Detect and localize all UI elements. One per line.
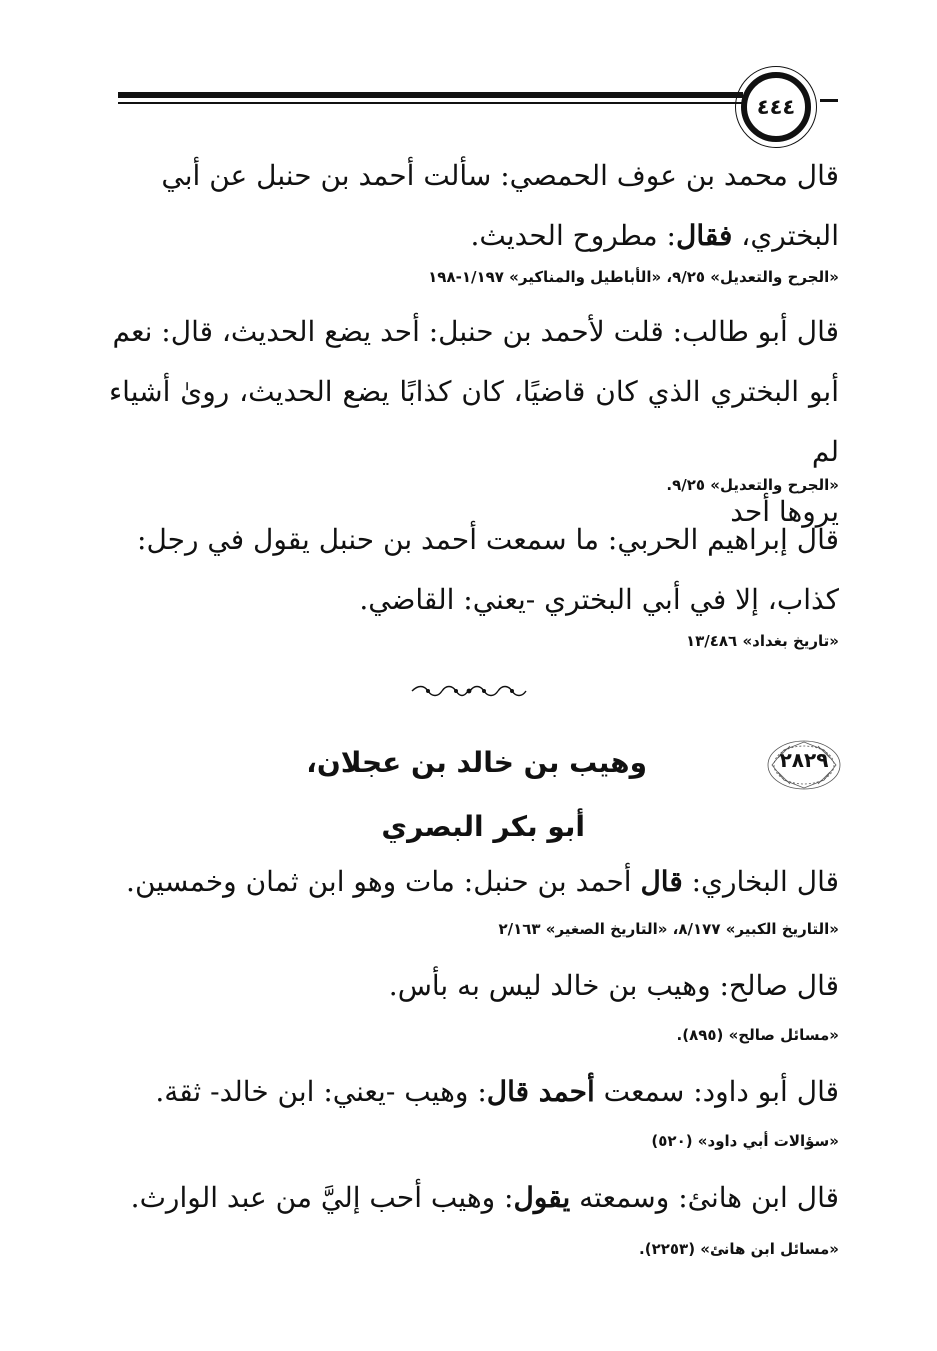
text-line: قال أبو طالب: قلت لأحمد بن حنبل: أحد يضع الحديث، قال: نعم (112, 315, 839, 348)
text-line: قال إبراهيم الحربي: ما سمعت أحمد بن حنبل يقول في رجل: (137, 523, 839, 556)
citation: «مسائل صالح» (٨٩٥). (676, 1026, 839, 1044)
text-line: يروها أحد (730, 495, 839, 528)
header-rule-tail (820, 99, 838, 102)
page-number: ٤٤٤ (741, 72, 811, 142)
keyword-qala: قال (640, 865, 683, 898)
text-line: البختري، فقال: مطروح الحديث. (470, 219, 839, 252)
header-rule (118, 92, 743, 104)
text-line: قال أبو داود: سمعت أحمد قال: وهيب -يعني: ابن خالد- ثقة. (155, 1075, 839, 1108)
ornamental-divider (410, 683, 528, 699)
keyword-ahmad-qala: أحمد قال (486, 1075, 595, 1108)
paragraph-abu-dawud-quote (109, 1062, 839, 1122)
text-line: قال ابن هانئ: وسمعته يقول: وهيب أحب إليَّ من عبد الوارث. (130, 1181, 839, 1214)
citation: «تاريخ بغداد» ١٣/٤٨٦ (685, 632, 839, 650)
paragraph-salih-quote (109, 956, 839, 1016)
keyword-faqala: فقال (675, 219, 733, 252)
citation: «الجرح والتعديل» ٩/٢٥، «الأباطيل والمناكير» ١/١٩٧-١٩٨ (428, 268, 839, 286)
paragraph-awf-quote (109, 146, 839, 266)
text-line: كذاب، إلا في أبي البختري -يعني: القاضي. (359, 583, 839, 616)
citation: «التاريخ الكبير» ٨/١٧٧، «التاريخ الصغير» ٢/١٦٣ (498, 920, 839, 938)
entry-number: ٢٨٢٩ (779, 748, 829, 772)
citation: «مسائل ابن هانئ» (٢٢٥٣). (639, 1240, 839, 1258)
paragraph-ibn-hani-quote (109, 1168, 839, 1228)
paragraph-bukhari-quote (109, 852, 839, 912)
text-line: أبو البختري الذي كان قاضيًا، كان كذابًا يضع الحديث، روىٰ أشياء لم (109, 375, 839, 468)
entry-subtitle: أبو بكر البصري (381, 810, 585, 843)
entry-title: وهيب بن خالد بن عجلان، (306, 746, 647, 779)
citation: «الجرح والتعديل» ٩/٢٥. (666, 476, 839, 494)
paragraph-abu-talib-quote (109, 302, 839, 542)
text-line: قال صالح: وهيب بن خالد ليس به بأس. (388, 969, 839, 1002)
citation: «سؤالات أبي داود» (٥٢٠) (651, 1132, 839, 1150)
keyword-yaqul: يقول (513, 1181, 571, 1214)
paragraph-harbi-quote (109, 510, 839, 630)
text-line: قال البخاري: قال أحمد بن حنبل: مات وهو ابن ثمان وخمسين. (126, 865, 839, 898)
text-line: قال محمد بن عوف الحمصي: سألت أحمد بن حنبل عن أبي (161, 159, 839, 192)
